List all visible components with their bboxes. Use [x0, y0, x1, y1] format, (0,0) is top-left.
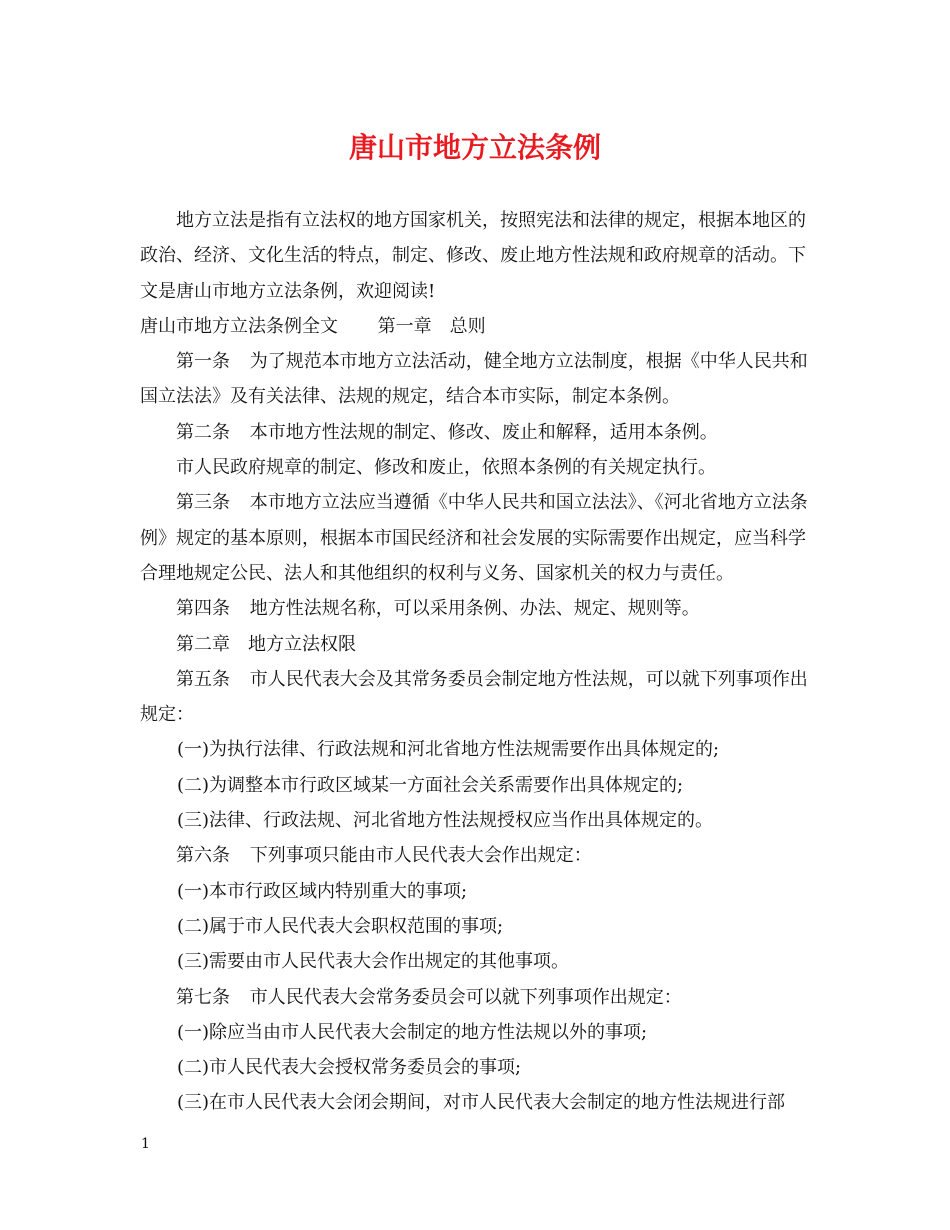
document-title: 唐山市地方立法条例: [348, 131, 601, 164]
article-7-label: 第七条: [176, 986, 230, 1008]
article-4: [140, 591, 812, 626]
article-4-text: 地方性法规名称，可以采用条例、办法、规定、规则等。: [249, 598, 700, 620]
article-7-item: (一)除应当由市人民代表大会制定的地方性法规以外的事项;: [177, 1021, 648, 1043]
article-2: [140, 415, 812, 450]
fulltext-heading-line: [140, 309, 812, 344]
article-6-label: 第六条: [176, 845, 230, 867]
article-1: [140, 344, 812, 415]
article-5-text: 市人民代表大会及其常务委员会制定地方性法规，可以就下列事项作出规定：: [140, 668, 808, 726]
article-2-label: 第二条: [176, 421, 230, 443]
article-7: [140, 980, 812, 1015]
fulltext-heading: 唐山市地方立法条例全文: [140, 315, 338, 337]
article-7-text: 市人民代表大会常务委员会可以就下列事项作出规定：: [249, 986, 682, 1008]
article-5-label: 第五条: [176, 668, 230, 690]
article-7-item: (三)在市人民代表大会闭会期间，对市人民代表大会制定的地方性法规进行部: [177, 1092, 786, 1114]
article-1-label: 第一条: [176, 351, 230, 373]
article-7-item: (二)市人民代表大会授权常务委员会的事项;: [177, 1057, 522, 1079]
article-6-text: 下列事项只能由市人民代表大会作出规定：: [249, 845, 592, 867]
chapter-2-heading: 第二章 地方立法权限: [176, 633, 356, 655]
article-6-item: (一)本市行政区域内特别重大的事项;: [177, 880, 468, 902]
article-6: [140, 838, 812, 873]
article-6-item: (二)属于市人民代表大会职权范围的事项;: [177, 915, 504, 937]
article-5-item: (二)为调整本市行政区域某一方面社会关系需要作出具体规定的;: [177, 774, 684, 796]
article-3: [140, 485, 812, 591]
intro-paragraph: 地方立法是指有立法权的地方国家机关，按照宪法和法律的规定，根据本地区的政治、经济、文化生活的特点，制定、修改、废止地方性法规和政府规章的活动。下文是唐山市地方立法条例，欢迎阅读!: [140, 210, 806, 302]
article-2-text: 本市地方性法规的制定、修改、废止和解释，适用本条例。: [249, 421, 718, 443]
article-5-item: (一)为执行法律、行政法规和河北省地方性法规需要作出具体规定的;: [177, 739, 720, 761]
page-number: 1: [141, 1136, 150, 1152]
article-5: [140, 662, 812, 733]
article-6-item: (三)需要由市人民代表大会作出规定的其他事项。: [177, 951, 570, 973]
article-3-label: 第三条: [176, 492, 230, 514]
article-2-paragraph-2: 市人民政府规章的制定、修改和废止，依照本条例的有关规定执行。: [176, 457, 716, 479]
article-1-text: 为了规范本市地方立法活动，健全地方立法制度，根据《中华人民共和国立法法》及有关法律、法规的规定，结合本市实际，制定本条例。: [140, 351, 808, 408]
article-5-item: (三)法律、行政法规、河北省地方性法规授权应当作出具体规定的。: [177, 810, 714, 832]
chapter-1-heading: 第一章 总则: [377, 315, 486, 337]
article-3-text: 本市地方立法应当遵循《中华人民共和国立法法》、《河北省地方立法条例》规定的基本原则，根据本市国民经济和社会发展的实际需要作出规定，应当科学合理地规定公民、法人和其他组织的权利与义务、国家机关的权力与责任。: [140, 492, 808, 584]
article-4-label: 第四条: [176, 598, 230, 620]
document-body: [140, 203, 812, 1121]
